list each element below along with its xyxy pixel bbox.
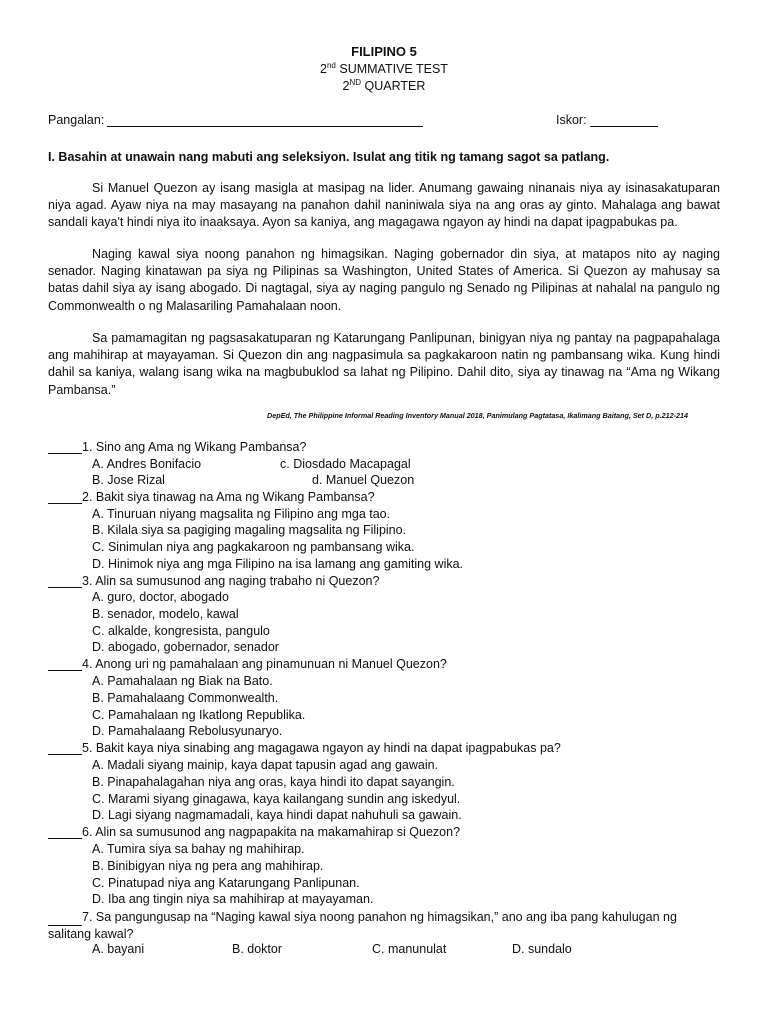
q1-option-b: B. Jose Rizal (92, 473, 165, 487)
answer-blank-6[interactable] (48, 826, 82, 839)
q6-option-a: A. Tumira siya sa bahay ng mahihirap. (92, 842, 305, 856)
question-7: 7. Sa pangungusap na “Naging kawal siya noong panahon ng himagsikan,” ano ang iba pang kahulugan ng salitang kawal? (48, 910, 677, 941)
q7-option-b: B. doktor (232, 942, 283, 956)
q3-option-d: D. abogado, gobernador, senador (92, 640, 279, 654)
q2-option-d: D. Hinimok niya ang mga Filipino na isa lamang ang gamiting wika. (92, 557, 464, 571)
answer-blank-5[interactable] (48, 742, 82, 755)
q3-option-c: C. alkalde, kongresista, pangulo (92, 624, 270, 638)
q7-option-c: C. manunulat (372, 942, 447, 956)
q7-option-a: A. bayani (92, 942, 145, 956)
q6-option-c: C. Pinatupad niya ang Katarungang Panlipunan. (92, 876, 360, 890)
passage-paragraph-1: Si Manuel Quezon ay isang masigla at masipag na lider. Anumang gawaing ninanais niya ay isinasakatuparan niya agad. Ayaw niya na may masayang na panahon dahil naniniwala siya na ang oras ay ginto. Mahalaga ang bawat sandali kaya't hindi niya ito inaaksaya. Ayon sa kaniya, ang magagawa ngayon ay hindi na dapat ipagpabukas pa. (48, 181, 720, 230)
passage-paragraph-2: Naging kawal siya noong panahon ng himagsikan. Naging gobernador din siya, at matapos nito ay naging senador. Naging kinatawan pa siya ng Pilipinas sa Washington, United States of America. Si Quezon ay mahusay sa batas dahil siya ay isang abogado. Di nagtagal, siya ay naging pangulo ng Senado ng Pilipinas at nahalal na pangulo ng Commonwealth o ng Malasariling Pamahalaan noon. (48, 247, 720, 313)
score-field[interactable] (556, 113, 658, 127)
answer-blank-7[interactable] (48, 913, 82, 926)
question-1: 1. Sino ang Ama ng Wikang Pambansa? (48, 440, 306, 454)
answer-blank-3[interactable] (48, 575, 82, 588)
name-blank[interactable] (107, 114, 423, 127)
q4-option-b: B. Pamahalaang Commonwealth. (92, 691, 279, 705)
answer-blank-2[interactable] (48, 491, 82, 504)
q6-option-d: D. Iba ang tingin niya sa mahihirap at mayayaman. (92, 892, 374, 906)
q1-option-d: d. Manuel Quezon (312, 473, 415, 487)
q3-option-b: B. senador, modelo, kawal (92, 607, 239, 621)
q1-option-c: c. Diosdado Macapagal (280, 457, 411, 471)
answer-blank-1[interactable] (48, 441, 82, 454)
question-6: 6. Alin sa sumusunod ang nagpapakita na makamahirap si Quezon? (48, 825, 460, 839)
instructions: I. Basahin at unawain nang mabuti ang seleksiyon. Isulat ang titik ng tamang sagot sa patlang. (48, 150, 610, 164)
score-blank[interactable] (590, 114, 658, 127)
q1-option-a: A. Andres Bonifacio (92, 457, 202, 471)
q4-option-a: A. Pamahalaan ng Biak na Bato. (92, 674, 273, 688)
q6-option-b: B. Binibigyan niya ng pera ang mahihirap. (92, 859, 324, 873)
subject-title: FILIPINO 5 (351, 44, 417, 59)
q2-option-b: B. Kilala siya sa pagiging magaling magsalita ng Filipino. (92, 523, 407, 537)
answer-blank-4[interactable] (48, 658, 82, 671)
q5-option-b: B. Pinapahalagahan niya ang oras, kaya hindi ito dapat sayangin. (92, 775, 455, 789)
q4-option-c: C. Pamahalaan ng Ikatlong Republika. (92, 708, 306, 722)
q5-option-d: D. Lagi siyang nagmamadali, kaya hindi dapat nahuhuli sa gawain. (92, 808, 462, 822)
q2-option-a: A. Tinuruan niyang magsalita ng Filipino ang mga tao. (92, 507, 391, 521)
quarter-subtitle: 2ND QUARTER (342, 78, 426, 93)
q4-option-d: D. Pamahalaang Rebolusyunaryo. (92, 724, 283, 738)
question-3: 3. Alin sa sumusunod ang naging trabaho ni Quezon? (48, 574, 379, 588)
q5-option-a: A. Madali siyang mainip, kaya dapat tapusin agad ang gawain. (92, 758, 439, 772)
name-field[interactable] (48, 113, 423, 127)
q7-option-d: D. sundalo (512, 942, 572, 956)
q2-option-c: C. Sinimulan niya ang pagkakaroon ng pambansang wika. (92, 540, 415, 554)
question-2: 2. Bakit siya tinawag na Ama ng Wikang Pambansa? (48, 490, 375, 504)
test-subtitle: 2nd SUMMATIVE TEST (320, 61, 448, 76)
name-label: Pangalan: (48, 113, 105, 127)
question-5: 5. Bakit kaya niya sinabing ang magagawa ngayon ay hindi na dapat ipagpabukas pa? (48, 741, 561, 755)
score-label: Iskor: (556, 113, 587, 127)
question-4: 4. Anong uri ng pamahalaan ang pinamunuan ni Manuel Quezon? (48, 657, 447, 671)
q3-option-a: A. guro, doctor, abogado (92, 590, 229, 604)
source-credit: DepEd, The Philippine Informal Reading Inventory Manual 2018, Panimulang Pagtatasa, Ikalimang Baitang, Set D, p.212-214 (267, 411, 688, 420)
passage-paragraph-3: Sa pamamagitan ng pagsasakatuparan ng Katarungang Panlipunan, binigyan niya ng pantay na pagpapahalaga ang mahihirap at mayayaman. Si Quezon din ang nagpasimula sa pagkakaroon natin ng pambansang wika. Kung hindi dahil sa kaniya, walang isang wika na magbubuklod sa lahat ng Pilipino. Dahil dito, siya ay tinawag na “Ama ng Wikang Pambansa.” (48, 331, 720, 397)
q5-option-c: C. Marami siyang ginagawa, kaya kailangang sundin ang iskedyul. (92, 792, 461, 806)
